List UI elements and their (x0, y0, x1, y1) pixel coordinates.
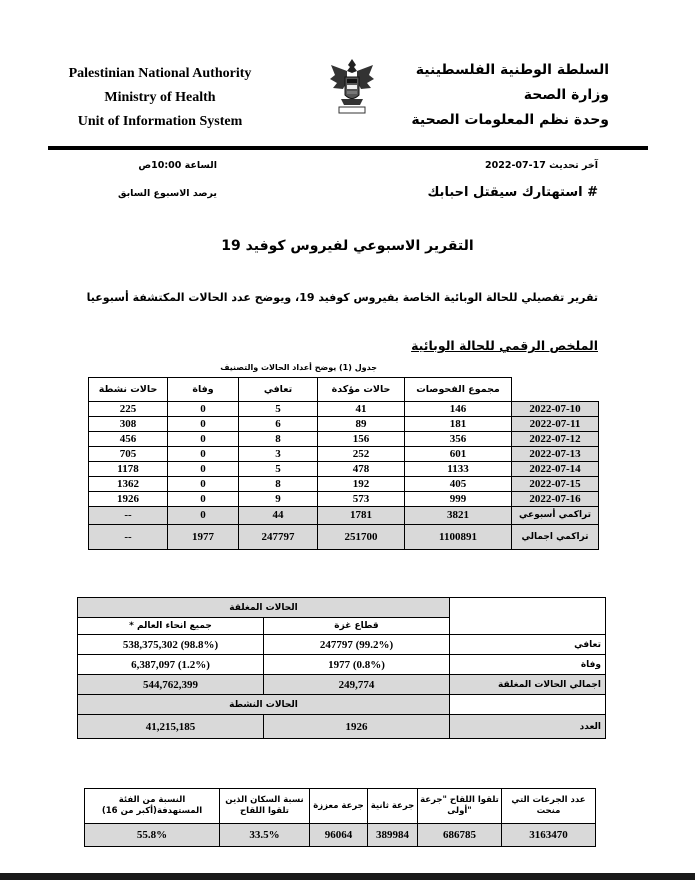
col-gaza: قطاع غزة (264, 618, 450, 635)
cell-tests: 405 (405, 477, 512, 492)
total-closed-world: 544,762,399 (78, 675, 264, 695)
cell-tests: 3821 (405, 507, 512, 525)
hashtag: # استهتارك سيقتل احبابك (427, 185, 598, 200)
cell-deaths: 0 (168, 417, 239, 432)
count-label: العدد (450, 715, 606, 739)
cell-confirmed: 573 (318, 492, 405, 507)
cell-active: 308 (89, 417, 168, 432)
header-active: حالات نشطة (89, 378, 168, 402)
doses-given-count: 3163470 (502, 824, 596, 847)
unit-name-ar: وحدة نظم المعلومات الصحية (411, 112, 609, 128)
cell-tests: 601 (405, 447, 512, 462)
cell-recovered: 247797 (239, 525, 318, 550)
cell-active: 705 (89, 447, 168, 462)
cell-tests: 1133 (405, 462, 512, 477)
cell-active: -- (89, 507, 168, 525)
vaccination-values (85, 824, 596, 847)
header-recovered: تعافي (239, 378, 318, 402)
recovered-label: تعافي (450, 635, 606, 655)
update-time: الساعة 10:00ص (138, 160, 217, 171)
header-divider (48, 146, 648, 150)
closed-cases-title: الحالات المغلقة (78, 598, 450, 618)
recovered-world: 538,375,302 (98.8%) (78, 635, 264, 655)
active-world: 41,215,185 (78, 715, 264, 739)
unit-name-en: Unit of Information System (77, 114, 243, 129)
recovered-gaza: 247797 (99.2%) (264, 635, 450, 655)
cell-deaths: 0 (168, 462, 239, 477)
population-pct: 33.5% (220, 824, 310, 847)
first-dose-count: 686785 (418, 824, 502, 847)
second-dose-count: 389984 (368, 824, 418, 847)
cell-deaths: 0 (168, 477, 239, 492)
cases-table-header (89, 378, 599, 402)
header-blank (512, 378, 599, 402)
col-world: * جميع انحاء العالم (78, 618, 264, 635)
cell-active: 1926 (89, 492, 168, 507)
cell-recovered: 6 (239, 417, 318, 432)
table-row (89, 462, 599, 477)
cell-tests: 356 (405, 432, 512, 447)
cell-active: -- (89, 525, 168, 550)
header-confirmed: حالات مؤكدة (318, 378, 405, 402)
deaths-world: 6,387,097 (1.2%) (78, 655, 264, 675)
deaths-row (78, 655, 606, 675)
table-row (89, 447, 599, 462)
header-arabic (409, 58, 609, 133)
header-tests: مجموع الفحوصات (405, 378, 512, 402)
cell-date: 2022-07-12 (512, 432, 599, 447)
booster-count: 96064 (310, 824, 368, 847)
table-row (89, 402, 599, 417)
header-deaths: وفاة (168, 378, 239, 402)
report-intro: تقرير تفصيلي للحالة الوبائية الخاصة بفيروس كوفيد 19، ويوضح عدد الحالات المكتشفة أسبوعيا (86, 291, 598, 304)
header-booster: جرعة معززة (310, 789, 368, 824)
cell-recovered: 3 (239, 447, 318, 462)
header-first-dose: تلقوا اللقاح "جرعة أولى" (418, 789, 502, 824)
monitoring-note: يرصد الاسبوع السابق (118, 188, 217, 199)
report-title: التقرير الاسبوعي لفيروس كوفيد 19 (221, 238, 474, 254)
cell-confirmed: 1781 (318, 507, 405, 525)
weekly-total-label: تراكمي أسبوعي (512, 507, 599, 525)
cell-deaths: 1977 (168, 525, 239, 550)
cell-recovered: 44 (239, 507, 318, 525)
header-second-dose: جرعة ثانية (368, 789, 418, 824)
table-row (89, 492, 599, 507)
cell-tests: 999 (405, 492, 512, 507)
cell-date: 2022-07-16 (512, 492, 599, 507)
cell-date: 2022-07-15 (512, 477, 599, 492)
cell-date: 2022-07-14 (512, 462, 599, 477)
cell-deaths: 0 (168, 432, 239, 447)
section-title: الملخص الرقمي للحالة الوبائية (411, 338, 598, 353)
table-row (89, 432, 599, 447)
deaths-gaza: 1977 (0.8%) (264, 655, 450, 675)
cell-active: 225 (89, 402, 168, 417)
blank-cell (450, 695, 606, 715)
active-gaza: 1926 (264, 715, 450, 739)
update-date: آخر تحديث 17-07-2022 (485, 160, 598, 171)
ministry-name-ar: وزارة الصحة (523, 87, 609, 103)
cell-recovered: 5 (239, 462, 318, 477)
active-count-row (78, 715, 606, 739)
total-closed-gaza: 249,774 (264, 675, 450, 695)
cell-date: 2022-07-10 (512, 402, 599, 417)
cell-confirmed: 41 (318, 402, 405, 417)
grand-total-label: تراكمي اجمالي (512, 525, 599, 550)
cell-active: 456 (89, 432, 168, 447)
target-pct: 55.8% (85, 824, 220, 847)
header-english (50, 62, 270, 134)
cell-deaths: 0 (168, 492, 239, 507)
cell-confirmed: 478 (318, 462, 405, 477)
closed-active-table (77, 597, 606, 739)
cell-confirmed: 156 (318, 432, 405, 447)
cell-confirmed: 89 (318, 417, 405, 432)
cell-tests: 146 (405, 402, 512, 417)
total-closed-row (78, 675, 606, 695)
cell-deaths: 0 (168, 447, 239, 462)
recovered-row (78, 635, 606, 655)
cell-tests: 181 (405, 417, 512, 432)
cell-recovered: 8 (239, 477, 318, 492)
org-name-en: Palestinian National Authority (68, 66, 252, 81)
cell-recovered: 5 (239, 402, 318, 417)
cell-confirmed: 251700 (318, 525, 405, 550)
footer-divider (0, 873, 695, 880)
grand-total-row (89, 525, 599, 550)
cases-table (88, 377, 599, 550)
cell-active: 1178 (89, 462, 168, 477)
org-name-ar: السلطة الوطنية الفلسطينية (415, 62, 609, 78)
ministry-name-en: Ministry of Health (104, 90, 216, 105)
header-doses-given: عدد الجرعات التي منحت (502, 789, 596, 824)
blank-cell (450, 598, 606, 635)
total-closed-label: اجمالي الحالات المغلقة (450, 675, 606, 695)
cell-date: 2022-07-11 (512, 417, 599, 432)
cell-confirmed: 252 (318, 447, 405, 462)
cell-confirmed: 192 (318, 477, 405, 492)
cell-deaths: 0 (168, 507, 239, 525)
cell-deaths: 0 (168, 402, 239, 417)
vaccination-table (84, 788, 596, 847)
table1-caption: جدول (1) يوضح أعداد الحالات والتصنيف (220, 363, 377, 372)
weekly-total-row (89, 507, 599, 525)
cell-recovered: 9 (239, 492, 318, 507)
cell-active: 1362 (89, 477, 168, 492)
cell-recovered: 8 (239, 432, 318, 447)
active-cases-title: الحالات النشطة (78, 695, 450, 715)
vaccination-header (85, 789, 596, 824)
header-target-pct: النسبة من الفئة المستهدفة(أكبر من 16) (85, 789, 220, 824)
cell-tests: 1100891 (405, 525, 512, 550)
cell-date: 2022-07-13 (512, 447, 599, 462)
header-population-pct: نسبة السكان الذين تلقوا اللقاح (220, 789, 310, 824)
eagle-emblem-icon (327, 55, 377, 119)
table-row (89, 417, 599, 432)
deaths-label: وفاة (450, 655, 606, 675)
table-row (89, 477, 599, 492)
